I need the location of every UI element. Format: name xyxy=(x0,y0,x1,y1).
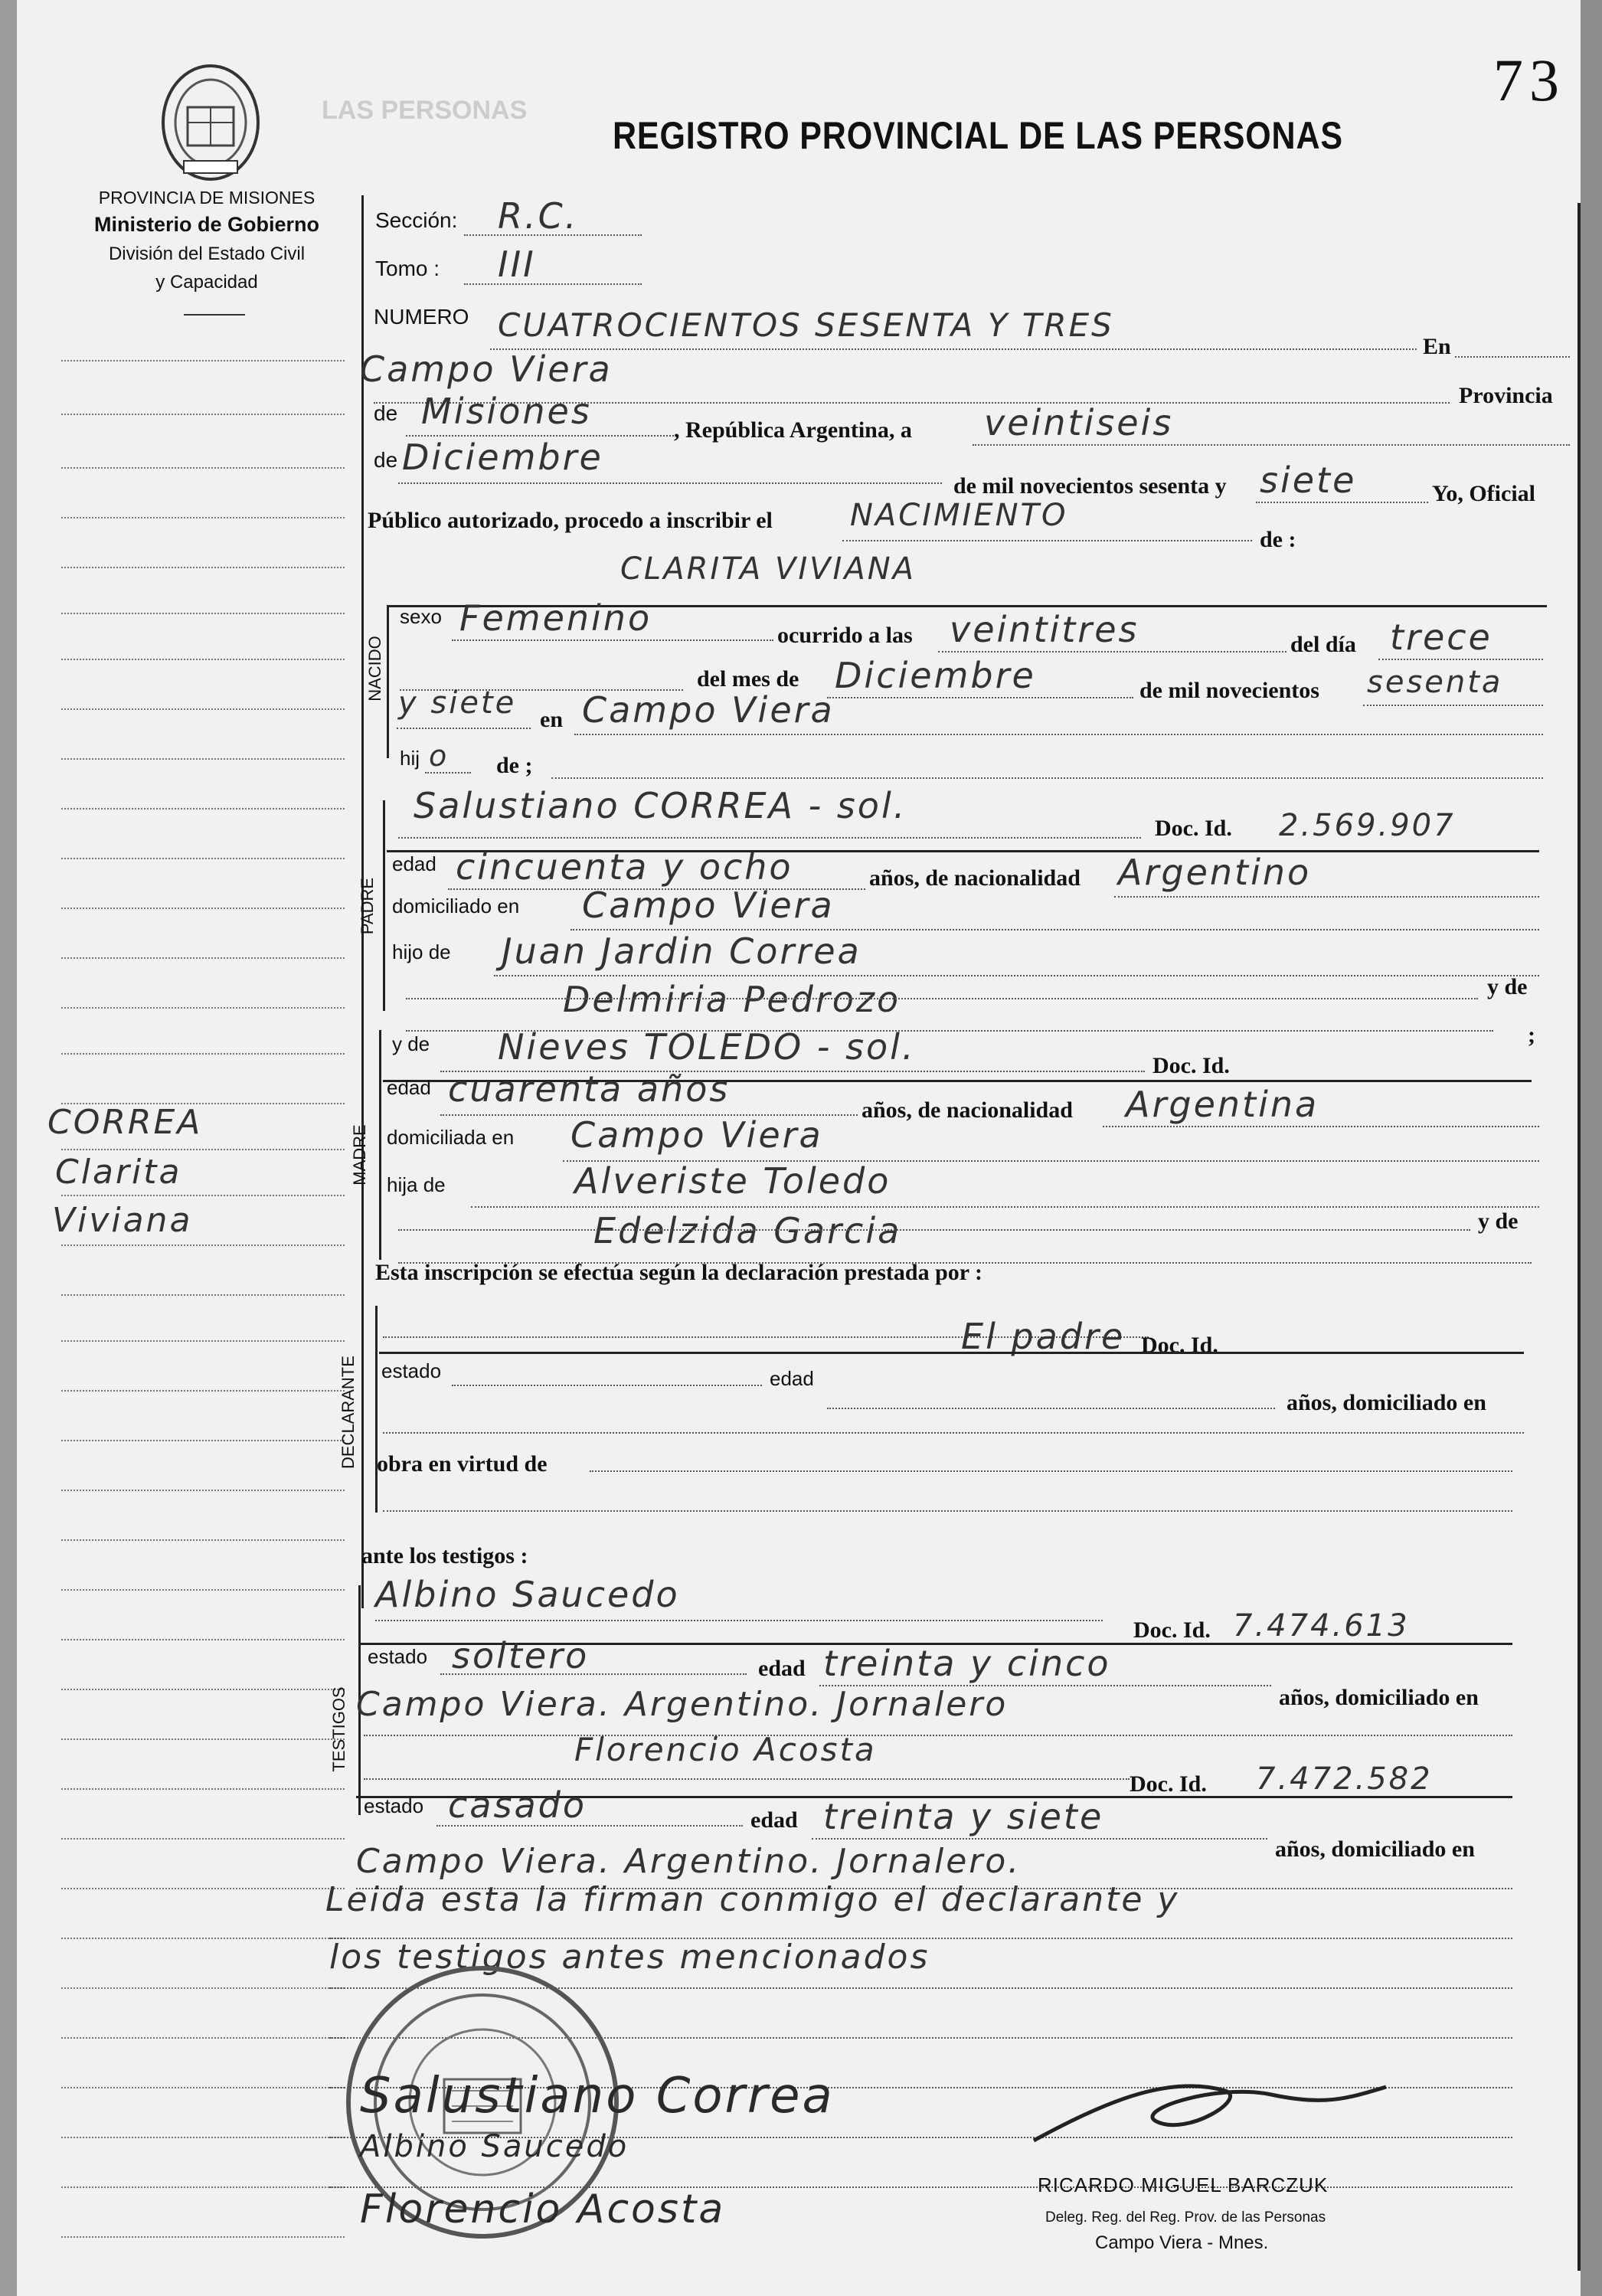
margin-note-surname: CORREA xyxy=(47,1103,203,1142)
margin-note-name1: Clarita xyxy=(55,1153,182,1192)
header-province: PROVINCIA DE MISIONES xyxy=(98,188,315,208)
lugar-nac-value: Campo Viera xyxy=(582,689,835,731)
en-label: En xyxy=(1423,334,1451,359)
padre-edad-label: edad xyxy=(392,852,436,875)
testigo2-dom-value: Campo Viera. Argentino. Jornalero. xyxy=(356,1842,1022,1881)
de-mil-nov-label: de mil novecientos xyxy=(1139,678,1319,703)
official-signature-scrawl xyxy=(1018,2068,1401,2160)
header-division: División del Estado Civil xyxy=(108,244,306,264)
padre-hijo-value: Juan Jardin Correa xyxy=(502,931,861,972)
madre-nac-value: Argentina xyxy=(1126,1084,1319,1125)
side-label-declarante: DECLARANTE xyxy=(338,1356,358,1469)
padre-nombre-value: Salustiano CORREA - sol. xyxy=(414,785,907,826)
side-label-madre: MADRE xyxy=(350,1124,369,1186)
republica-label: , República Argentina, a xyxy=(674,417,912,443)
anio-value: siete xyxy=(1260,460,1357,501)
madre-y-de-label: y de xyxy=(392,1032,430,1055)
bleed-through-text: LAS PERSONAS xyxy=(322,96,528,125)
madre-y-de-value: Edelzida Garcia xyxy=(593,1210,902,1251)
esta-inscripcion-label: Esta inscripción se efectúa según la declaración prestada por : xyxy=(375,1260,983,1285)
declarante-value: El padre xyxy=(961,1316,1126,1357)
binding-edge xyxy=(0,0,17,2296)
seccion-label: Sección: xyxy=(375,208,458,232)
publico-label: Público autorizado, procedo a inscribir el xyxy=(368,508,773,533)
madre-hija-label: hija de xyxy=(387,1173,446,1196)
hij-value: o xyxy=(429,739,450,773)
de-label-2: de xyxy=(374,448,398,472)
hora-value: veintitres xyxy=(950,609,1139,650)
tomo-value: III xyxy=(498,244,536,285)
padre-dom-label: domiciliado en xyxy=(392,895,520,917)
padre-y-de-value: Delmiria Pedrozo xyxy=(563,979,901,1020)
tomo-label: Tomo : xyxy=(375,257,440,280)
testigo2-doc-label: Doc. Id. xyxy=(1130,1771,1207,1797)
official-role: Deleg. Reg. del Reg. Prov. de las Personas xyxy=(1045,2209,1326,2226)
madre-dom-value: Campo Viera xyxy=(571,1114,823,1156)
ocurrido-label: ocurrido a las xyxy=(777,623,913,648)
padre-y-de-label: y de xyxy=(1487,974,1528,999)
madre-edad-value: cuarenta años xyxy=(448,1068,731,1110)
page-title: REGISTRO PROVINCIAL DE LAS PERSONAS xyxy=(613,114,1343,157)
declarante-anos-label: años, domiciliado en xyxy=(1287,1390,1486,1415)
testigo2-anos-label: años, domiciliado en xyxy=(1275,1836,1475,1862)
anio-nac-b: y siete xyxy=(398,685,517,721)
padre-doc-label: Doc. Id. xyxy=(1155,816,1232,841)
numero-value: CUATROCIENTOS SESENTA Y TRES xyxy=(498,306,1114,344)
ante-testigos-label: ante los testigos : xyxy=(361,1543,528,1568)
dia-nac-value: trece xyxy=(1390,617,1492,658)
sexo-label: sexo xyxy=(400,605,442,628)
de-colon-label: de : xyxy=(1260,527,1296,552)
official-name: RICARDO MIGUEL BARCZUK xyxy=(1038,2173,1329,2196)
form-right-rule xyxy=(1577,203,1581,2271)
testigo2-edad-value: treinta y siete xyxy=(823,1796,1104,1837)
mes-value: Diciembre xyxy=(402,437,603,478)
en-lower-label: en xyxy=(540,707,563,732)
padre-hijo-label: hijo de xyxy=(392,940,451,963)
provincia-value: Misiones xyxy=(421,391,592,432)
dia-value: veintiseis xyxy=(984,402,1174,443)
testigo2-estado-label: estado xyxy=(364,1794,424,1817)
provincia-label: Provincia xyxy=(1459,383,1553,408)
madre-nombre-value: Nieves TOLEDO - sol. xyxy=(498,1026,916,1068)
closing-line-2: los testigos antes mencionados xyxy=(329,1938,930,1977)
folio-number: 73 xyxy=(1493,47,1565,113)
anio-nac-a: sesenta xyxy=(1367,665,1503,700)
padre-anos-label: años, de nacionalidad xyxy=(869,865,1081,891)
closing-line-1: Leida esta la firman conmigo el declarante y xyxy=(325,1880,1180,1919)
madre-anos-label: años, de nacionalidad xyxy=(861,1097,1073,1123)
signature-witness-2: Florencio Acosta xyxy=(360,2186,726,2232)
padre-doc-value: 2.569.907 xyxy=(1279,808,1456,843)
testigo2-value: Florencio Acosta xyxy=(574,1731,877,1768)
de-mil-label: de mil novecientos sesenta y xyxy=(953,473,1227,499)
de-semi-label: de ; xyxy=(496,753,533,778)
side-label-padre: PADRE xyxy=(358,877,377,935)
side-label-nacido: NACIDO xyxy=(365,636,384,702)
yo-oficial-label: Yo, Oficial xyxy=(1432,481,1535,506)
testigo1-estado-value: soltero xyxy=(452,1635,590,1676)
padre-semicolon: ; xyxy=(1528,1022,1535,1048)
del-dia-label: del día xyxy=(1290,632,1356,657)
testigo2-edad-label: edad xyxy=(750,1807,798,1833)
nombre-value: CLARITA VIVIANA xyxy=(620,551,916,587)
madre-hija-value: Alveriste Toledo xyxy=(574,1160,891,1202)
padre-dom-value: Campo Viera xyxy=(582,885,835,926)
testigo2-doc-value: 7.472.582 xyxy=(1256,1761,1433,1797)
signature-witness-1: Albino Saucedo xyxy=(360,2129,629,2164)
declarante-edad-label: edad xyxy=(770,1367,814,1390)
header-ministry: Ministerio de Gobierno xyxy=(93,213,320,236)
testigo1-doc-label: Doc. Id. xyxy=(1133,1617,1211,1643)
province-seal-icon xyxy=(157,61,264,184)
sexo-value: Femenino xyxy=(459,597,652,639)
numero-label: NUMERO xyxy=(374,305,469,329)
obra-label: obra en virtud de xyxy=(377,1451,548,1477)
testigo1-doc-value: 7.474.613 xyxy=(1233,1608,1410,1644)
hij-label: hij xyxy=(400,747,420,770)
acto-value: NACIMIENTO xyxy=(850,498,1068,533)
header-capacity: y Capacidad xyxy=(155,272,258,293)
testigo2-estado-value: casado xyxy=(448,1784,587,1826)
margin-note-name2: Viviana xyxy=(52,1201,193,1240)
declarante-estado-label: estado xyxy=(381,1359,442,1382)
madre-edad-label: edad xyxy=(387,1076,431,1099)
testigo1-estado-label: estado xyxy=(368,1645,428,1668)
testigo1-anos-label: años, domiciliado en xyxy=(1279,1685,1479,1710)
madre-dom-label: domiciliada en xyxy=(387,1126,515,1149)
testigo1-edad-value: treinta y cinco xyxy=(823,1643,1111,1684)
lugar-value: Campo Viera xyxy=(360,348,613,390)
madre-y-de-label-2: y de xyxy=(1478,1209,1519,1234)
de-label-1: de xyxy=(374,401,398,425)
official-place: Campo Viera - Mnes. xyxy=(1095,2232,1269,2253)
padre-edad-value: cincuenta y ocho xyxy=(456,846,793,888)
signature-father: Salustiano Correa xyxy=(360,2068,835,2124)
madre-doc-label: Doc. Id. xyxy=(1152,1053,1230,1078)
seccion-value: R.C. xyxy=(498,195,579,237)
page-edge xyxy=(1581,0,1602,2296)
header-rule xyxy=(184,314,245,316)
del-mes-label: del mes de xyxy=(697,666,799,692)
testigo1-value: Albino Saucedo xyxy=(375,1574,680,1615)
padre-nac-value: Argentino xyxy=(1118,852,1312,893)
side-label-testigos: TESTIGOS xyxy=(329,1686,348,1772)
mes-nac-value: Diciembre xyxy=(835,655,1036,696)
testigo1-dom-value: Campo Viera. Argentino. Jornalero xyxy=(356,1685,1009,1724)
testigo1-edad-label: edad xyxy=(758,1656,806,1681)
declarante-doc-label: Doc. Id. xyxy=(1141,1333,1218,1358)
